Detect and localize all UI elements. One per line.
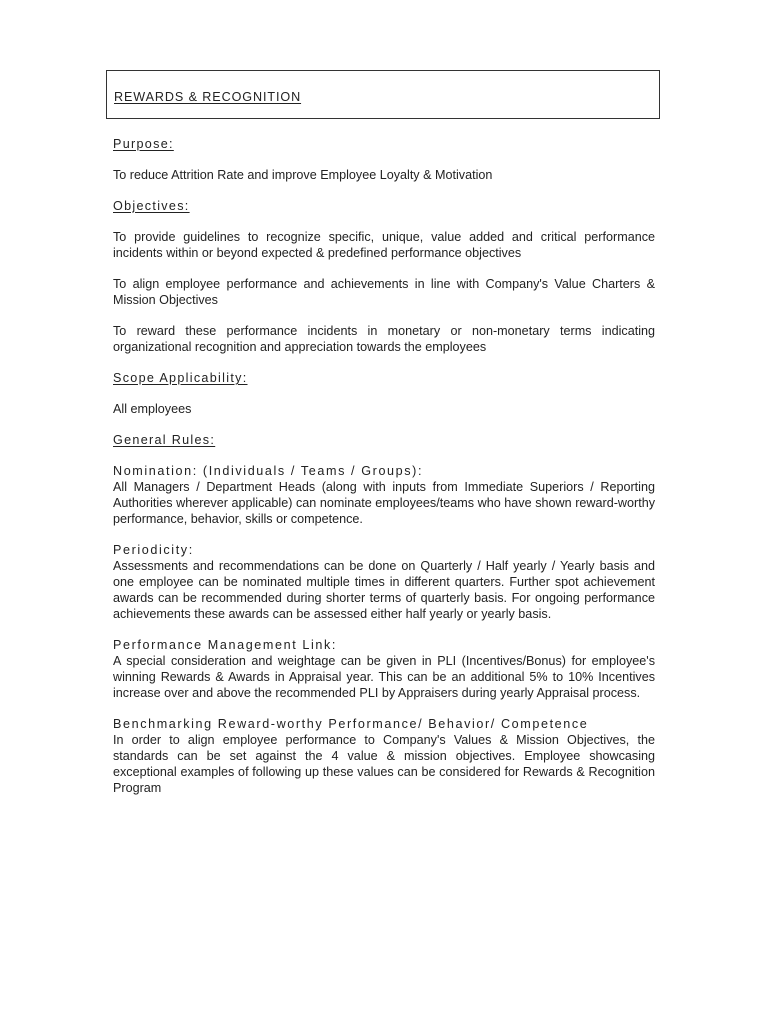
rule-body: Assessments and recommendations can be done on Quarterly / Half yearly / Yearly basis and one employee can be nominated multiple times in different quarters. Further spot achievement awards can be recommended during shorter terms of quarterly basis. For ongoing performance achievements these awards can be assessed either half yearly or yearly basis.: [113, 559, 655, 621]
objective-item: To align employee performance and achievements in line with Company's Value Charters & Mission Objectives: [113, 277, 655, 307]
document-body: [113, 136, 655, 811]
scope-text: All employees: [113, 402, 192, 416]
rule-title: Performance Management Link:: [113, 638, 338, 652]
objective-item: To reward these performance incidents in monetary or non-monetary terms indicating organizational recognition and appreciation towards the employees: [113, 324, 655, 354]
objective-item: To provide guidelines to recognize specific, unique, value added and critical performance incidents within or beyond expected & predefined performance objectives: [113, 230, 655, 260]
rule-body: All Managers / Department Heads (along with inputs from Immediate Superiors / Reporting Authorities wherever applicable) can nominate employees/teams who have shown reward-worthy performance, behavior, skills or competence.: [113, 480, 655, 526]
rule-performance-link: [113, 637, 655, 701]
rule-benchmarking: [113, 716, 655, 796]
purpose-text: To reduce Attrition Rate and improve Employee Loyalty & Motivation: [113, 168, 493, 182]
rule-title: Nomination: (Individuals / Teams / Groups):: [113, 464, 424, 478]
rule-body: A special consideration and weightage can be given in PLI (Incentives/Bonus) for employee's winning Rewards & Awards in Appraisal year. This can be an additional 5% to 10% Incentives increase over and above the recommended PLI by Appraisers during yearly Appraisal process.: [113, 654, 655, 700]
rule-nomination: [113, 463, 655, 527]
purpose-heading: Purpose:: [113, 137, 174, 151]
rule-body: In order to align employee performance to Company's Values & Mission Objectives, the standards can be set against the 4 value & mission objectives. Employee showcasing exceptional examples of following up these values can be considered for Rewards & Recognition Program: [113, 733, 655, 795]
rule-title: Benchmarking Reward-worthy Performance/ Behavior/ Competence: [113, 717, 589, 731]
scope-heading: Scope Applicability:: [113, 371, 248, 385]
rule-title: Periodicity:: [113, 543, 194, 557]
title-box: [106, 70, 660, 119]
general-rules-heading: General Rules:: [113, 433, 216, 447]
rule-periodicity: [113, 542, 655, 622]
objectives-heading: Objectives:: [113, 199, 190, 213]
document-title: REWARDS & RECOGNITION: [114, 90, 302, 104]
